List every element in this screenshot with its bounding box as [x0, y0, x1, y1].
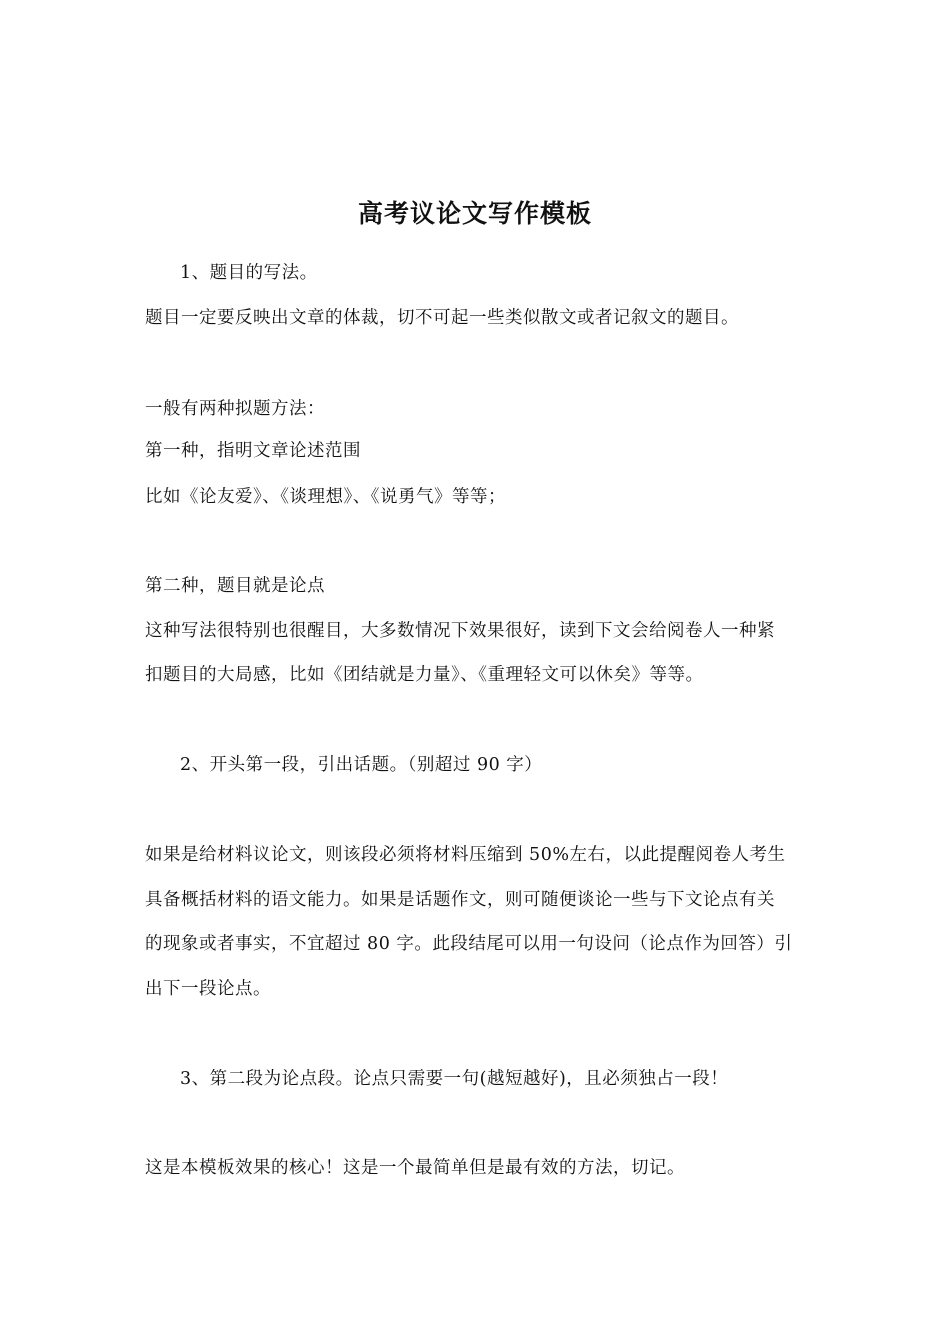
section-1-second-desc-line-1: 这种写法很特别也很醒目，大多数情况下效果很好，读到下文会给阅卷人一种紧: [145, 621, 775, 641]
section-1-heading: 1、题目的写法。: [180, 263, 318, 283]
section-1-first-example: 比如《论友爱》、《谈理想》、《说勇气》等等；: [145, 487, 506, 507]
section-1-second-method: 第二种，题目就是论点: [145, 576, 325, 596]
section-2-line-3: 的现象或者事实，不宜超过 80 字。此段结尾可以用一句设问（论点作为回答）引: [145, 934, 793, 954]
section-3-text: 这是本模板效果的核心！这是一个最简单但是最有效的方法，切记。: [145, 1158, 685, 1178]
section-2-heading: 2、开头第一段，引出话题。（别超过 90 字）: [180, 755, 543, 775]
section-1-second-desc-line-2: 扣题目的大局感，比如《团结就是力量》、《重理轻文可以休矣》等等。: [145, 665, 704, 685]
section-2-line-1: 如果是给材料议论文，则该段必须将材料压缩到 50%左右，以此提醒阅卷人考生: [145, 845, 786, 865]
section-3-heading: 3、第二段为论点段。论点只需要一句(越短越好)，且必须独占一段！: [180, 1069, 729, 1089]
section-2-line-2: 具备概括材料的语文能力。如果是话题作文，则可随便谈论一些与下文论点有关: [145, 890, 775, 910]
section-1-first-method: 第一种，指明文章论述范围: [145, 441, 361, 461]
section-2-line-4: 出下一段论点。: [145, 979, 271, 999]
section-1-intro: 题目一定要反映出文章的体裁，切不可起一些类似散文或者记叙文的题目。: [145, 308, 739, 328]
section-1-methods: 一般有两种拟题方法：: [145, 399, 325, 419]
document-title: 高考议论文写作模板: [357, 199, 592, 228]
